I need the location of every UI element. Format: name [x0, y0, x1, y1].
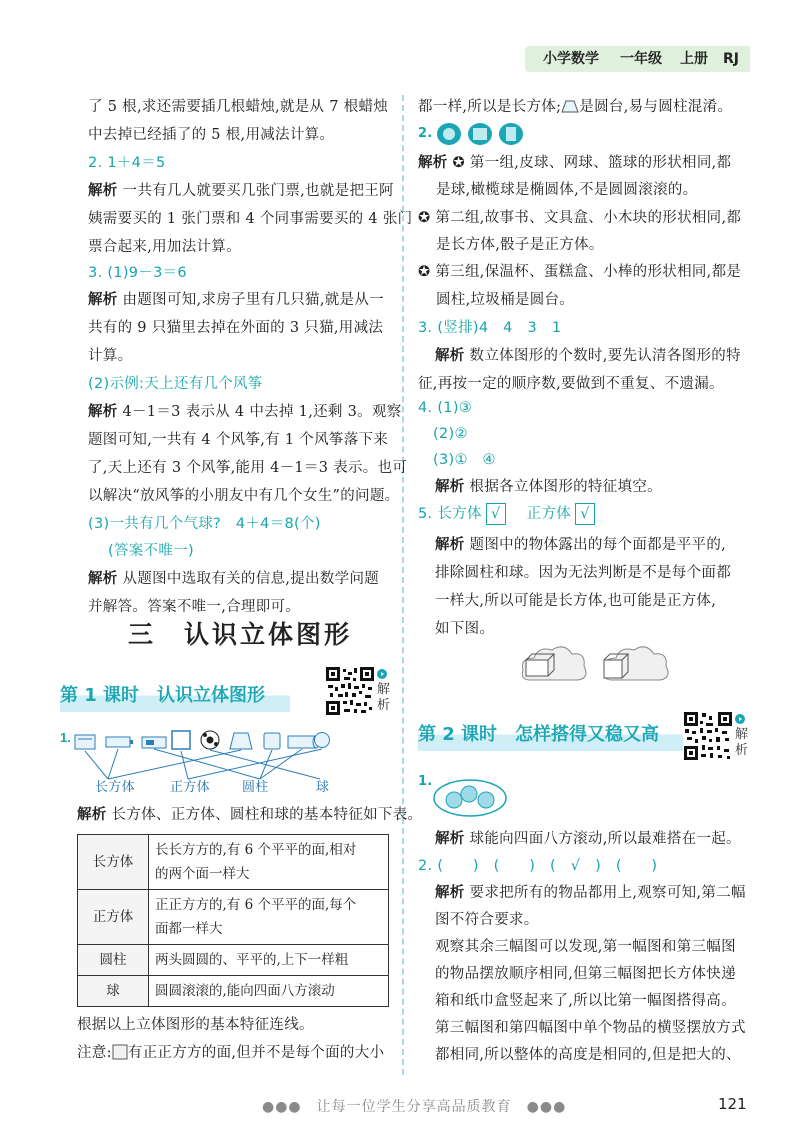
expl-label: 解析	[88, 183, 118, 199]
answer-q4-2: (2)②	[433, 426, 468, 442]
play-icon	[377, 669, 387, 679]
answer-q4-3: (3)① ④	[433, 452, 496, 468]
text-line: 计算。	[88, 348, 133, 364]
text-line: 票合起来,用加法计算。	[88, 239, 241, 255]
explanation-q4: 解析 根据各立体图形的特征填空。	[435, 479, 662, 495]
shape-can-icon	[264, 733, 280, 749]
text-line: 一样大,所以可能是长方体,也可能是正方体,	[435, 593, 717, 609]
checkbox-cube: √	[575, 503, 595, 525]
qr-code[interactable]	[326, 667, 391, 719]
text-line: 圆柱,垃圾桶是圆台。	[436, 292, 575, 308]
lesson-1-title: 第 1 课时 认识立体图形	[60, 680, 290, 712]
answer-q3: 3. (1)9－3＝6	[88, 265, 187, 281]
text-line: 中去掉已经插了的 5 根,用减法计算。	[88, 127, 335, 143]
text-line: 如下图。	[435, 621, 495, 637]
after-table: 根据以上立体图形的基本特征连线。	[77, 1017, 314, 1033]
table-row: 圆柱 两头圆圆的、平平的,上下一样粗	[78, 945, 389, 976]
explanation-q2: 解析 一共有几人就要买几张门票,也就是把王阿	[88, 183, 394, 199]
table-row: 正方体 正正方方的,有 6 个平平的面,每个 面都一样大	[78, 890, 389, 945]
text-line: 是球,橄榄球是椭圆体,不是圆圆滚滚的。	[436, 182, 698, 198]
answer-note: (答案不唯一)	[108, 543, 194, 559]
text-line: 都相同,所以整体的高度是相同的,但是把大的、	[435, 1047, 741, 1063]
text-line: 并解答。答案不唯一,合理即可。	[88, 599, 301, 615]
plus-circle-icon: ✪	[418, 210, 431, 226]
text-line: ✪ 第三组,保温杯、蛋糕盒、小棒的形状相同,都是	[418, 264, 742, 280]
text-line: 姨需要买的 1 张门票和 4 个同事需要买的 4 张门	[88, 211, 413, 227]
shape-book-icon	[75, 735, 95, 749]
text-line: 观察其余三幅图可以发现,第一幅图和第三幅图	[435, 939, 736, 955]
explanation-right-q2: 解析 ✪ 第一组,皮球、网球、篮球的形状相同,都	[418, 155, 732, 171]
shape-football-icon	[201, 731, 219, 749]
play-icon	[735, 714, 745, 724]
text-line: 图不符合要求。	[435, 912, 539, 928]
explanation-right-q3: 解析 数立体图形的个数时,要先认清各图形的特	[435, 348, 741, 364]
explanation-q3-2: 解析 4－1＝3 表示从 4 中去掉 1,还剩 3。观察	[88, 404, 402, 420]
text-line: 征,再按一定的顺序数,要做到不重复、不遗漏。	[418, 376, 724, 392]
q2-number: 2.	[418, 126, 433, 141]
q2-groups-icons	[436, 120, 526, 148]
svg-text:1.: 1.	[60, 730, 71, 745]
shape-frustum-icon	[230, 733, 252, 749]
shape-battery-icon	[106, 737, 133, 747]
match-label-cube: 正方体	[170, 780, 210, 795]
l2-q1-number: 1.	[418, 774, 433, 789]
header-term: 上册	[680, 51, 708, 67]
explanation-q5: 解析 题图中的物体露出的每个面都是平平的,	[435, 537, 727, 553]
header-subject: 小学数学	[543, 51, 599, 67]
text-line: 的物品摆放顺序相同,但第三幅图把长方体快递	[435, 966, 736, 982]
plus-circle-icon: ✪	[418, 264, 431, 280]
cloud-icon	[604, 647, 668, 680]
cloud-icon	[522, 647, 586, 680]
match-lines	[85, 749, 322, 779]
explanation-l2-q1: 解析 球能向四面八方滚动,所以最难搭在一起。	[435, 831, 741, 847]
page-number: 121	[718, 1095, 747, 1113]
column-divider	[402, 95, 404, 1075]
cloud-figures	[520, 640, 700, 690]
shape-globe-icon	[313, 731, 331, 749]
shape-cube-icon	[172, 731, 190, 749]
answer-q4-1: 4. (1)③	[418, 400, 473, 416]
qr-code-icon	[684, 712, 732, 760]
text-line: 第三幅图和第四幅图中单个物品的横竖摆放方式	[435, 1020, 746, 1036]
table-row: 长方体 长长方方的,有 6 个平平的面,相对 的两个面一样大	[78, 835, 389, 890]
explanation-q3-3: 解析 从题图中选取有关的信息,提出数学问题	[88, 571, 380, 587]
answer-q3-2: (2)示例:天上还有几个风筝	[88, 376, 263, 392]
text-line: 排除圆柱和球。因为无法判断是不是每个面都	[435, 565, 731, 581]
match-label-sphere: 球	[316, 780, 330, 795]
text-line: 共有的 9 只猫里去掉在外面的 3 只猫,用减法	[88, 320, 384, 336]
answer-q2: 2. 1＋4＝5	[88, 155, 166, 171]
match-label-cylinder: 圆柱	[242, 780, 269, 795]
note-line: 注意: 有正正方方的面,但并不是每个面的大小	[77, 1045, 385, 1061]
balls-in-circle-icon	[432, 778, 508, 818]
shape-tin-icon	[142, 737, 166, 748]
explanation-q3: 解析 由题图可知,求房子里有几只猫,就是从一	[88, 292, 384, 308]
text-line: 题图可知,一共有 4 个风筝,有 1 个风筝落下来	[88, 432, 389, 448]
text-line: 箱和纸巾盒竖起来了,所以比第一幅图搭得高。	[435, 993, 736, 1009]
table-intro: 解析 长方体、正方体、圆柱和球的基本特征如下表。	[77, 807, 423, 823]
answer-right-q3: 3. (竖排)4 4 3 1	[418, 320, 562, 336]
text-line: 以解决“放风筝的小朋友中有几个女生”的问题。	[88, 488, 400, 504]
frustum-icon	[561, 99, 579, 113]
match-label-cuboid: 长方体	[95, 780, 135, 795]
lesson-2-title: 第 2 课时 怎样搭得又稳又高	[418, 719, 683, 751]
plus-circle-icon: ✪	[452, 155, 465, 171]
qr-code[interactable]	[684, 712, 749, 764]
qr-code-icon	[326, 667, 374, 715]
feature-table	[77, 834, 389, 1007]
text-line: 都一样,所以是长方体; 是圆台,易与圆柱混淆。	[418, 99, 733, 115]
text-line: 了 5 根,求还需要插几根蜡烛,就是从 7 根蜡烛	[88, 99, 389, 115]
checkbox-cuboid: √	[486, 503, 506, 525]
answer-q5: 5. 长方体 √ 正方体 √	[418, 503, 595, 525]
header-edition: RJ	[723, 51, 739, 67]
chapter-title: 三 认识立体图形	[128, 620, 353, 649]
answer-l2-q2: 2. ( ) ( ) ( √ ) ( )	[418, 858, 658, 874]
answer-q3-3: (3)一共有几个气球? 4＋4＝8(个)	[88, 516, 321, 532]
text-line: 了,天上还有 3 个风筝,能用 4－1＝3 表示。也可	[88, 460, 408, 476]
qr-label: 解析	[735, 727, 749, 758]
text-line: ✪ 第二组,故事书、文具盒、小木块的形状相同,都	[418, 210, 742, 226]
footer-slogan: ●●● 让每一位学生分享高品质教育 ●●●	[262, 1099, 567, 1115]
text-line: 是长方体,骰子是正方体。	[436, 237, 604, 253]
explanation-l2-q2: 解析 要求把所有的物品都用上,观察可知,第二幅	[435, 885, 746, 901]
cube-face-icon	[112, 1044, 128, 1060]
header-grade: 一年级	[620, 51, 662, 67]
qr-label: 解析	[377, 682, 391, 713]
running-header	[525, 46, 750, 72]
table-row: 球 圆圆滚滚的,能向四面八方滚动	[78, 976, 389, 1007]
